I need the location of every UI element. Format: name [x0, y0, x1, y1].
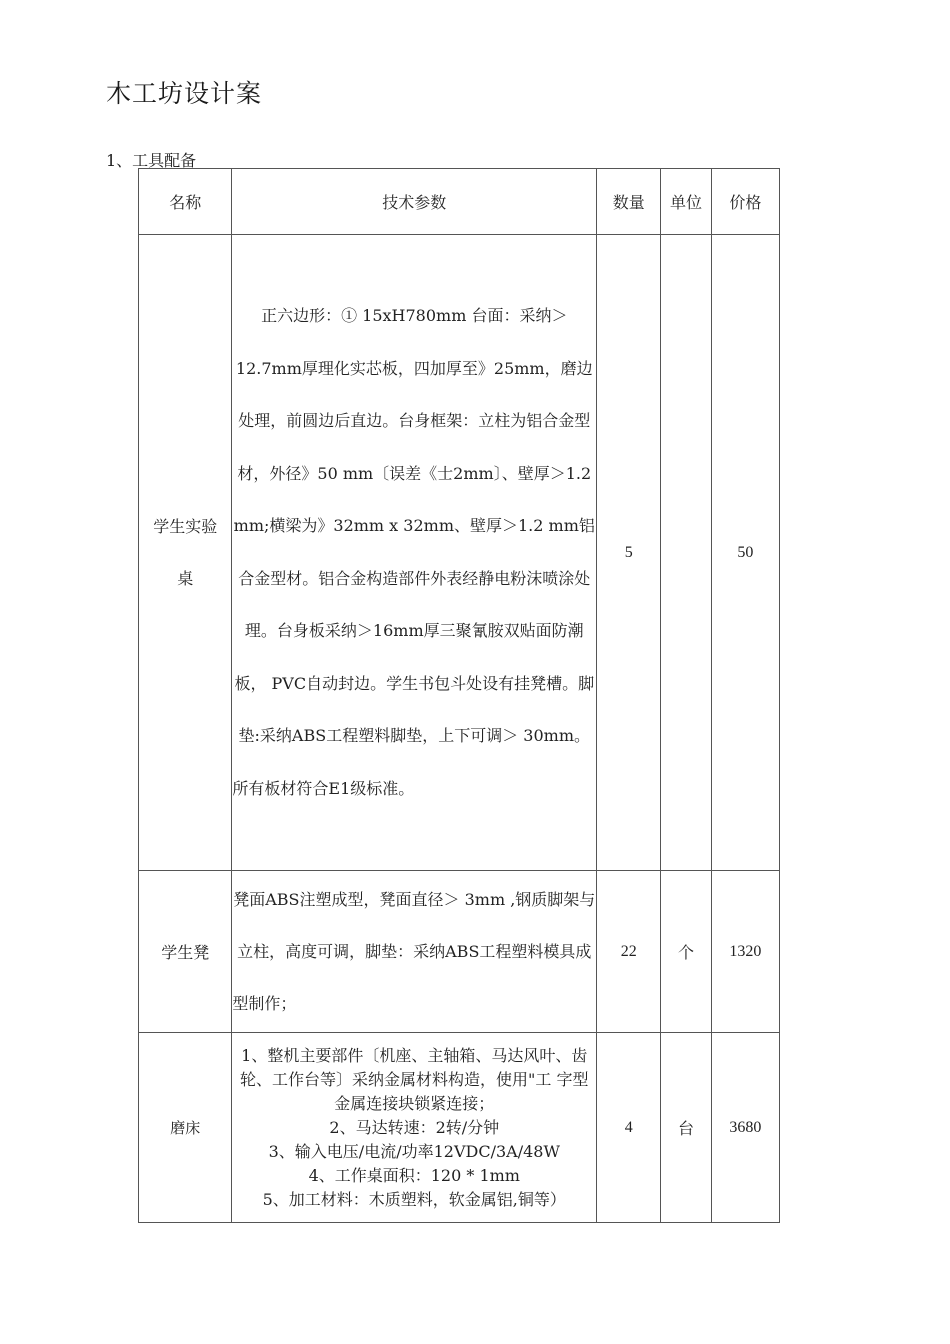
- header-unit: 单位: [661, 169, 711, 235]
- row-spec: [232, 1033, 597, 1223]
- row-spec: 正六边形：① 15xH780mm 台面：采纳＞12.7mm厚理化实芯板，四加厚至》25mm，磨边处理，前圆边后直边。台身框架：立柱为铝合金型材，外径》50 mm〔误差《士2mm〕、壁厚＞1.2 mm;横梁为》32mm x 32mm、壁厚＞1.2 mm铝合金型材。铝合金构造部件外表经静电粉沫喷涂处理。台身板采纳＞16mm厚三聚氰胺双贴面防潮板， PVC自动封边。学生书包斗处设有挂凳槽。脚垫:采纳ABS工程塑料脚垫，上下可调＞ 30mm。所有板材符合E1级标准。: [232, 235, 597, 871]
- spec-line: 1、整机主要部件〔机座、主轴箱、马达风叶、齿: [241, 1045, 588, 1065]
- row-price: 1320: [711, 871, 779, 1033]
- row-qty: 22: [597, 871, 661, 1033]
- section-heading: 1、工具配备: [106, 151, 197, 170]
- header-qty: 数量: [597, 169, 661, 235]
- spec-line: 轮、工作台等〕采纳金属材料构造，使用"工 字型: [240, 1069, 589, 1089]
- row-unit: [661, 235, 711, 871]
- row-unit: 台: [661, 1033, 711, 1223]
- row-name-line: 桌: [177, 568, 194, 588]
- row-unit: 个: [661, 871, 711, 1033]
- row-spec: 凳面ABS注塑成型，凳面直径＞ 3mm ,钢质脚架与立柱，高度可调，脚垫：采纳ABS工程塑料模具成型制作；: [232, 871, 597, 1033]
- spec-line: 2、马达转速：2转/分钟: [329, 1117, 500, 1137]
- header-name: 名称: [139, 169, 232, 235]
- row-price: 3680: [711, 1033, 779, 1223]
- row-name-line: 学生实验: [153, 516, 218, 536]
- spec-line: 金属连接块锁紧连接；: [334, 1093, 495, 1113]
- tools-table: [138, 168, 780, 1223]
- table-row: [139, 871, 780, 1033]
- row-qty: 4: [597, 1033, 661, 1223]
- spec-line: 4、工作桌面积：120 * 1mm: [308, 1165, 520, 1185]
- spec-line: 3、输入电压/电流/功率12VDC/3A/48W: [268, 1141, 560, 1161]
- row-qty: 5: [597, 235, 661, 871]
- spec-line: 5、加工材料：木质塑料，软金属铝,铜等）: [262, 1189, 566, 1209]
- header-price: 价格: [711, 169, 779, 235]
- document-title: 木工坊设计案: [106, 79, 263, 108]
- header-spec: 技术参数: [232, 169, 597, 235]
- row-price: 50: [711, 235, 779, 871]
- row-name: 磨床: [139, 1033, 232, 1223]
- table-row: [139, 235, 780, 871]
- row-name: 学生凳: [139, 871, 232, 1033]
- row-name: [139, 235, 232, 871]
- table-row: [139, 1033, 780, 1223]
- table-header-row: [139, 169, 780, 235]
